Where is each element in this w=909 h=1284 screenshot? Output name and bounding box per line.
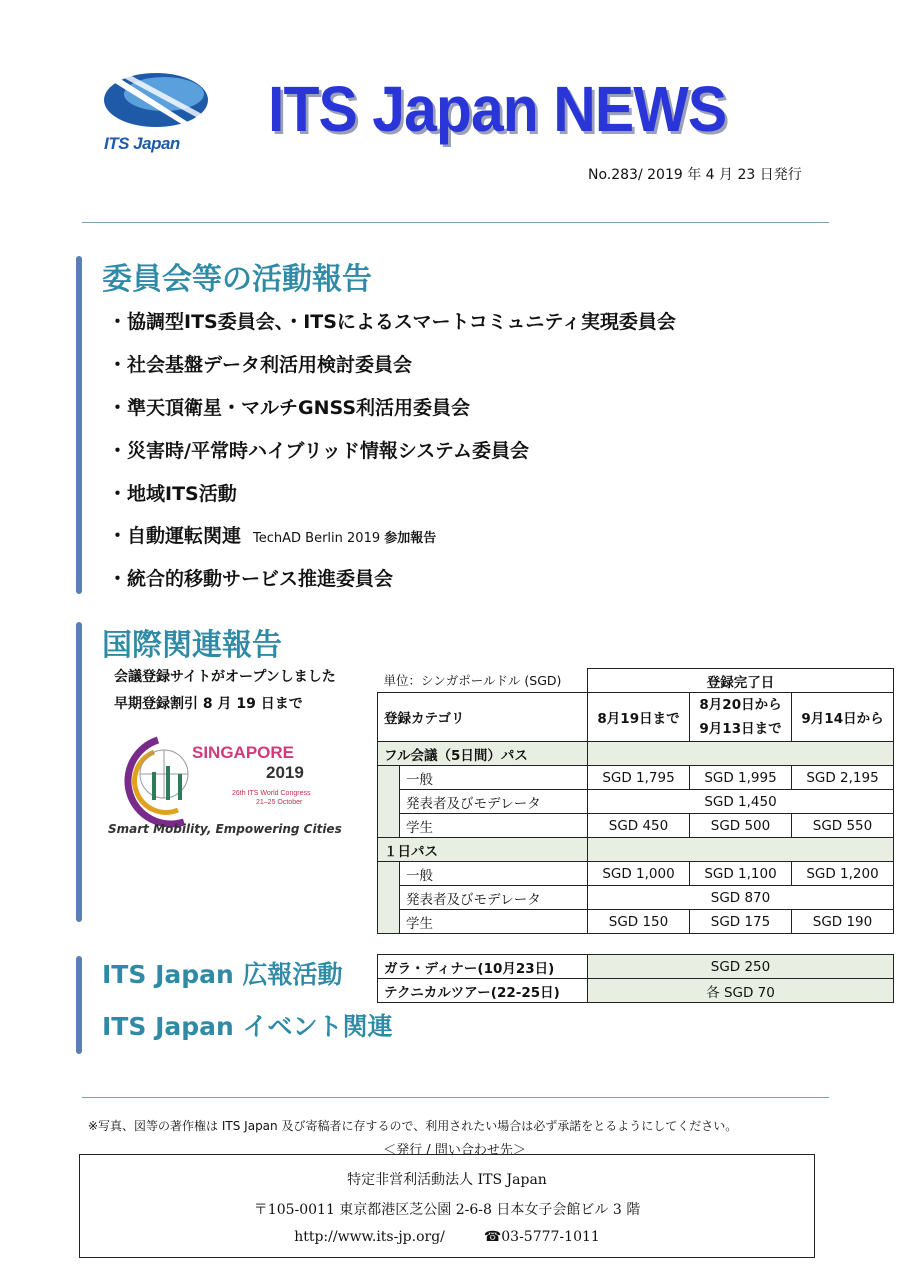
organization-name: 特定非営利活動法人 ITS Japan xyxy=(347,1172,547,1188)
table-cell: SGD 1,200 xyxy=(792,862,894,886)
table-cell: SGD 1,000 xyxy=(588,862,690,886)
header-divider xyxy=(82,222,829,223)
table-cell: SGD 450 xyxy=(588,814,690,838)
category-header: 登録カテゴリ xyxy=(378,693,588,742)
list-item-sub: TechAD Berlin 2019 xyxy=(253,531,385,546)
registration-fee-table xyxy=(377,668,894,934)
table-cell: SGD 1,450 xyxy=(588,790,894,814)
indent-cell xyxy=(378,862,400,886)
list-item-label: ・自動運転関連 xyxy=(108,525,242,547)
row-label: 学生 xyxy=(400,910,588,934)
phone-number: ☎03-5777-1011 xyxy=(483,1229,600,1245)
table-cell: SGD 150 xyxy=(588,910,690,934)
row-label: 発表者及びモデレータ xyxy=(400,886,588,910)
col-header-3: 9月14日から xyxy=(792,693,894,742)
table-cell: SGD 1,795 xyxy=(588,766,690,790)
table-cell: SGD 500 xyxy=(690,814,792,838)
sg-logo-tagline: Smart Mobility, Empowering Cities xyxy=(108,822,342,836)
col-header-2a: 8月20日から xyxy=(699,697,782,713)
table-cell: SGD 870 xyxy=(588,886,894,910)
issue-info: No.283/ 2019 年 4 月 23 日発行 xyxy=(588,167,802,183)
gala-price: SGD 250 xyxy=(588,955,894,979)
unit-label: 単位：シンガポールドル (SGD) xyxy=(383,673,562,689)
indent-cell xyxy=(378,886,400,910)
copyright-notice: ※写真、図等の著作権は ITS Japan 及び寄稿者に存するので、利用されたい場合は必ず承諾をとるようにしてください。 xyxy=(88,1119,738,1133)
contact-box xyxy=(79,1154,815,1258)
indent-cell xyxy=(378,814,400,838)
gala-label: ガラ・ディナー(10月23日) xyxy=(378,955,588,979)
footer-divider xyxy=(82,1097,829,1098)
col-header-1: 8月19日まで xyxy=(588,693,690,742)
row-label: 学生 xyxy=(400,814,588,838)
tour-price: 各 SGD 70 xyxy=(588,979,894,1003)
sg-logo-word1: SINGAPORE xyxy=(192,743,295,762)
row-label: 一般 xyxy=(400,766,588,790)
full-pass-fill xyxy=(588,742,894,766)
indent-cell xyxy=(378,766,400,790)
newsletter-title: ITS Japan NEWS xyxy=(268,73,727,145)
one-day-pass-fill xyxy=(588,838,894,862)
col-header-2 xyxy=(690,693,792,742)
row-label: 一般 xyxy=(400,862,588,886)
section-heading-pr[interactable]: ITS Japan 広報活動 xyxy=(102,960,343,989)
section-heading-committee: 委員会等の活動報告 xyxy=(102,262,372,297)
table-cell: SGD 2,195 xyxy=(792,766,894,790)
registration-note: 会議登録サイトがオープンしました xyxy=(114,669,336,685)
tour-label: テクニカルツアー(22-25日) xyxy=(378,979,588,1003)
extra-fee-table xyxy=(377,954,894,1003)
section-bar-committee xyxy=(76,256,82,594)
deadline-header: 登録完了日 xyxy=(588,669,894,693)
sg-logo-line2: 21–25 October xyxy=(256,799,303,806)
early-bird-note: 早期登録割引 8 月 19 日まで xyxy=(114,696,303,712)
list-item[interactable]: ・地域ITS活動 xyxy=(108,483,237,505)
website-link[interactable]: http://www.its-jp.org/ xyxy=(294,1229,445,1245)
list-item-autonomous[interactable] xyxy=(108,521,436,548)
section-heading-events[interactable]: ITS Japan イベント関連 xyxy=(102,1012,393,1041)
table-cell: SGD 1,100 xyxy=(690,862,792,886)
list-item[interactable]: ・準天頂衛星・マルチGNSS利活用委員会 xyxy=(108,397,471,419)
contact-line xyxy=(80,1229,814,1245)
table-cell: SGD 190 xyxy=(792,910,894,934)
sg-logo-word2: 2019 xyxy=(266,763,304,782)
section-heading-international: 国際関連報告 xyxy=(102,628,282,663)
contact-heading: ＜発行 / 問い合わせ先＞ xyxy=(383,1143,526,1158)
list-item[interactable]: ・社会基盤データ利活用検討委員会 xyxy=(108,354,413,376)
row-label: 発表者及びモデレータ xyxy=(400,790,588,814)
full-pass-label: フル会議（5日間）パス xyxy=(378,742,588,766)
indent-cell xyxy=(378,790,400,814)
one-day-pass-label: １日パス xyxy=(378,838,588,862)
list-item[interactable]: ・災害時/平常時ハイブリッド情報システム委員会 xyxy=(108,440,529,462)
logo-text: ITS Japan xyxy=(104,134,180,153)
table-cell: SGD 1,995 xyxy=(690,766,792,790)
list-item[interactable]: ・統合的移動サービス推進委員会 xyxy=(108,568,394,590)
table-cell: SGD 175 xyxy=(690,910,792,934)
address: 〒105-0011 東京都港区芝公園 2-6-8 日本女子会館ビル 3 階 xyxy=(253,1202,641,1218)
list-item-sub-bold: 参加報告 xyxy=(384,531,437,546)
table-cell: SGD 550 xyxy=(792,814,894,838)
list-item[interactable]: ・協調型ITS委員会、・ITSによるスマートコミュニティ実現委員会 xyxy=(108,311,676,333)
section-bar-pr xyxy=(76,956,82,1054)
indent-cell xyxy=(378,910,400,934)
sg-logo-line1: 26th ITS World Congress xyxy=(232,790,311,797)
section-bar-international xyxy=(76,622,82,922)
col-header-2b: 9月13日まで xyxy=(699,721,782,737)
